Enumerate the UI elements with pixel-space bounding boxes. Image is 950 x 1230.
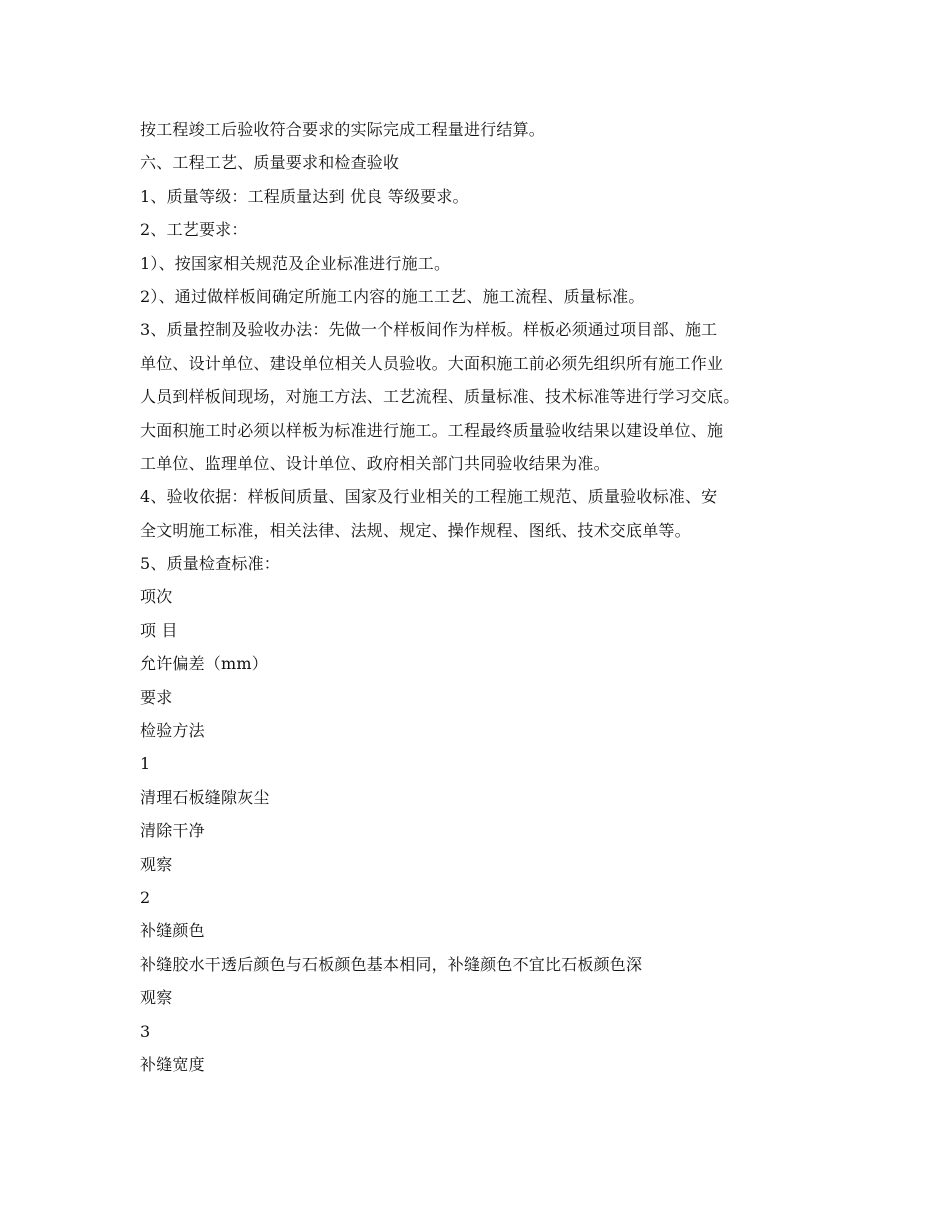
table-row-1-method: 观察 bbox=[140, 854, 173, 874]
text-line-quality-control-5: 工单位、监理单位、设计单位、政府相关部门共同验收结果为准。 bbox=[140, 453, 610, 473]
table-header-item: 项 目 bbox=[140, 620, 178, 640]
text-line-quality-control-2: 单位、设计单位、建设单位相关人员验收。大面积施工前必须先组织所有施工作业 bbox=[140, 353, 724, 373]
table-header-method: 检验方法 bbox=[140, 721, 205, 741]
text-line-quality-control-4: 大面积施工时必须以样板为标准进行施工。工程最终质量验收结果以建设单位、施 bbox=[140, 420, 724, 440]
text-line-requirement-2: 2）、通过做样板间确定所施工内容的施工工艺、施工流程、质量标准。 bbox=[140, 286, 645, 306]
text-line-acceptance-basis-2: 全文明施工标准，相关法律、法规、规定、操作规程、图纸、技术交底单等。 bbox=[140, 520, 691, 540]
text-line-process-requirements: 2、工艺要求： bbox=[140, 220, 248, 240]
table-header-tolerance: 允许偏差（mm） bbox=[140, 654, 268, 674]
section-heading-six: 六、工程工艺、质量要求和检查验收 bbox=[140, 153, 400, 173]
text-line-acceptance-basis-1: 4、验收依据：样板间质量、国家及行业相关的工程施工规范、质量验收标准、安 bbox=[140, 487, 718, 507]
table-header-requirement: 要求 bbox=[140, 687, 173, 707]
table-row-1-requirement: 清除干净 bbox=[140, 821, 205, 841]
table-row-3-item: 补缝宽度 bbox=[140, 1054, 205, 1074]
text-line-quality-control-1: 3、质量控制及验收办法：先做一个样板间作为样板。样板必须通过项目部、施工 bbox=[140, 320, 718, 340]
table-row-2-number: 2 bbox=[140, 887, 151, 907]
table-header-item-number: 项次 bbox=[140, 587, 173, 607]
text-line-settlement: 按工程竣工后验收符合要求的实际完成工程量进行结算。 bbox=[140, 120, 546, 139]
table-row-2-method: 观察 bbox=[140, 988, 173, 1008]
text-line-quality-control-3: 人员到样板间现场，对施工方法、工艺流程、质量标准、技术标准等进行学习交底。 bbox=[140, 387, 740, 407]
table-row-1-number: 1 bbox=[140, 754, 151, 774]
table-row-2-requirement: 补缝胶水干透后颜色与石板颜色基本相同，补缝颜色不宜比石板颜色深 bbox=[140, 954, 643, 974]
text-line-quality-grade: 1、质量等级：工程质量达到 优良 等级要求。 bbox=[140, 186, 469, 206]
text-line-inspection-standard: 5、质量检查标准： bbox=[140, 554, 280, 574]
table-row-2-item: 补缝颜色 bbox=[140, 921, 205, 941]
document-body bbox=[140, 113, 830, 1081]
table-row-3-number: 3 bbox=[140, 1021, 151, 1041]
table-row-1-item: 清理石板缝隙灰尘 bbox=[140, 787, 270, 807]
text-line-requirement-1: 1）、按国家相关规范及企业标准进行施工。 bbox=[140, 253, 451, 273]
